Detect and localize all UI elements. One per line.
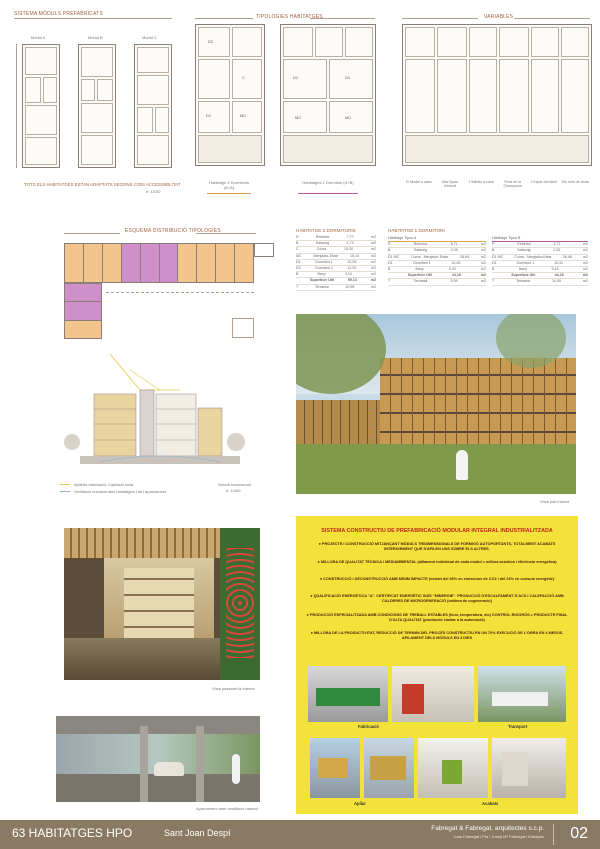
table-row: B Bany 4,14 m2 — [296, 272, 376, 278]
photo-stacking-2 — [364, 738, 414, 798]
legend-ventilation-swatch — [60, 491, 70, 492]
photo-label-transport: Transport — [508, 724, 528, 729]
table-row: B Bany 5,43 m2 — [388, 267, 486, 273]
photo-factory-1 — [308, 666, 388, 722]
corner-scheme-title: ESQUEMA DISTRIBUCIÓ TIPOLOGIES — [125, 228, 221, 234]
corridor-render — [64, 528, 260, 680]
table-row: Superfície Útil 59,13 m2 — [296, 278, 376, 284]
typologies-rule-left — [195, 18, 253, 19]
parking-render — [56, 716, 260, 802]
table-row: B Safareig 2,05 m2 — [388, 248, 486, 254]
table-row: R Rebedor 7,77 m2 — [296, 235, 376, 241]
photo-label-fabricacio: Fabricació — [358, 724, 379, 729]
module-a-label: Mòdul A — [31, 35, 46, 40]
cross-section-svg — [60, 350, 260, 480]
table-2-bedroom-title: HABITATGE 2 DORMITORIS — [296, 228, 356, 233]
module-dimension-line — [16, 44, 17, 168]
modules-title: SISTEMA MÒDULS PREFABRICATS — [14, 11, 103, 17]
panel-bullet-6: ● MILLORA DE LA PRODUCTIVITAT, REDUCCIÓ DE TERMINI DEL PROCÉS CONSTRUCTIU EN UN 70% EXECUCIÓ DE L'OBRA EN 4 MESOS. APILAMENT DELS MÒDULS EN 3 DIES — [310, 631, 564, 640]
architects-firm: Fabregat & Fabregat, arquitectes s.c.p. — [431, 825, 544, 832]
table-1-bedroom-title: HABITATGE 1 DORMITORI — [388, 228, 445, 233]
typology-1-bedroom-caption: Habitatges 1 Dormitori (A+B) — [302, 180, 354, 185]
modules-scale: e: 1/150 — [146, 189, 161, 194]
table-row: D1 Dormitori 1 10,05 m2 — [388, 261, 486, 267]
corner-scheme-top-wing — [64, 243, 254, 283]
table-2-bedroom — [296, 228, 376, 291]
table-row: R Rebedor 5,71 m2 — [388, 242, 486, 248]
corner-rule-right — [196, 233, 256, 234]
module-c-label: Mòdul C — [142, 35, 157, 40]
patio-render-caption: Vista pati interior — [540, 499, 570, 504]
corner-scheme-legend-box — [232, 318, 254, 338]
photo-label-acabats: Acabats — [482, 801, 499, 806]
cross-section-drawing — [60, 350, 260, 480]
table-row: D1 Dormitori 1 10,05 m2 — [296, 260, 376, 266]
variable-caption-2: Alta Opció d'estudi — [441, 180, 459, 188]
table-row: Superfície Útil 44,28 m2 — [492, 273, 588, 279]
footer-separator — [553, 824, 554, 845]
table-1-bedroom-b — [492, 236, 588, 286]
parking-render-caption: Aparcament amb ventilació natural — [196, 806, 258, 811]
variables-rule-right — [514, 18, 590, 19]
module-b-plan — [78, 44, 116, 168]
variables-rule-left — [402, 18, 478, 19]
module-b-label: Mòdul B — [88, 35, 103, 40]
table-row: MC Menjador-Estar 15,14 m2 — [296, 254, 376, 260]
table-row: D1 MC Cuina - Menjador-Estar 26,64 m2 — [388, 255, 486, 261]
typology-2-bedroom-caption: Habitatge 2 Dormitoris (A+A) — [209, 180, 249, 190]
table-row: D1 MC Cuina - Menjador-Estar 26,48 m2 — [492, 255, 588, 261]
architects-names: Joan Fabregat i Pla / Josep Mª Fabregat i Estrapés — [453, 834, 544, 839]
typologies-title: TIPOLOGIES HABITATGES — [256, 14, 323, 20]
table-row: B Safareig 2,05 m2 — [492, 248, 588, 254]
photo-finishes-1 — [418, 738, 488, 798]
typology-2-bedroom-plan: D2 C D1 MC — [195, 24, 265, 166]
variable-caption-5: L'Espai dormitori — [530, 180, 558, 184]
footer-bar — [0, 820, 600, 849]
typologies-rule-right — [310, 18, 375, 19]
corner-scheme-stair-block — [254, 243, 274, 257]
patio-render — [296, 314, 576, 494]
table-row: B Safareig 1,73 m2 — [296, 241, 376, 247]
modules-note: TOTS ELS HABITATGES ESTAN ADAPTATS SEGONS CODI ACCESSIBILITAT — [24, 182, 181, 187]
page-number: 02 — [570, 825, 588, 842]
corridor-render-caption: Vista passarel·la interior — [212, 686, 255, 691]
variable-caption-1: El Model a casa — [405, 180, 432, 184]
table-row: D1 Dormitori 1 10,02 m2 — [492, 261, 588, 267]
typology-2-underline — [207, 193, 251, 194]
legend-solar: Apilerts orientació: Captació solar — [74, 482, 134, 487]
table-row: T Terrassa 5,59 m2 — [388, 279, 486, 285]
table-1-bedroom-b-subtitle: Habitatge Tipus B — [492, 236, 588, 242]
photo-label-apilar: Apilar — [354, 801, 366, 806]
legend-ventilation: Ventilació creuada dels habitatges i de l'aparcament — [74, 489, 167, 494]
variables-captions — [404, 180, 590, 188]
table-1-bedroom-a-subtitle: Habitatge Tipus A — [388, 236, 486, 242]
modules-title-rule — [14, 18, 172, 19]
table-row: R Rebedor 5,71 m2 — [492, 242, 588, 248]
corner-rule-left — [64, 233, 120, 234]
legend-solar-swatch — [60, 484, 70, 485]
table-row: C Cuina 15,30 m2 — [296, 247, 376, 253]
section-caption: Secció transversal — [218, 482, 251, 487]
table-row: Superfície Útil 44,18 m2 — [388, 273, 486, 279]
corner-scheme-axis — [106, 292, 254, 293]
variable-caption-6: Els nets de visita — [561, 180, 589, 184]
photo-finishes-2 — [492, 738, 566, 798]
table-row: T Terrassa 10,95 m2 — [492, 279, 588, 285]
panel-bullet-1: ● PROJECTE I CONSTRUCCIÓ MITJANÇANT MÒDULS TRIDIMENSIONALS DE FORMIGÓ AUTOPORTANTS, TOTALMENT ACABATS INTERIORMENT QUE S'APILEN UNS SOBRE ELS ALTRES. — [318, 542, 556, 551]
variable-caption-4: Final de la Champions — [503, 180, 522, 188]
table-1-bedroom-a — [388, 236, 486, 286]
variables-title: VARIABLES — [484, 14, 514, 20]
variables-plan — [402, 24, 592, 166]
photo-transport — [478, 666, 566, 722]
table-row: B Bany 5,43 m2 — [492, 267, 588, 273]
section-scale: e: 1/400 — [226, 488, 241, 493]
module-a-plan — [22, 44, 60, 168]
table-row: T Terrassa 10,95 m2 — [296, 285, 376, 291]
module-c-plan — [134, 44, 172, 168]
panel-bullet-3: ● CONSTRUCCIÓ I DECONSTRUCCIÓ AMB MÍNIM IMPACTE (estalvi del 30% en emissions de CO2 i del 24% en consum energètic) — [319, 577, 555, 581]
table-row: D2 Dormitori 2 12,00 m2 — [296, 266, 376, 272]
corner-scheme-side-wing — [64, 283, 102, 339]
photo-stacking-1 — [310, 738, 360, 798]
project-location: Sant Joan Despí — [164, 828, 231, 838]
prefabrication-panel — [296, 516, 578, 814]
panel-bullet-5: ● PRODUCCIÓ ESPECIALITZADA AMB CONDICIONS DE TREBALL ESTABLES (llum, temperatura, etc) CONTROL RIGORÓS = PRODUCTE FINAL D'ALTA QUALITAT (producció similar a la automoció) — [306, 613, 568, 622]
photo-factory-2 — [392, 666, 474, 722]
typology-1-underline — [298, 193, 358, 194]
project-title: 63 HABITATGES HPO — [12, 826, 133, 840]
panel-bullet-4: ● QUALIFICACIÓ ENERGÈTICA "A". CERTIFICAT ENERGÈTIC SUÍS "MINERGIE". PRODUCCIÓ D'ESCALFAMENT D'ACS I CALEFACCIÓ AMB CALDERES DE MICROGENERACIÓ (caldera de cogeneració) — [310, 594, 564, 603]
panel-bullet-2: ● MILLORA DE QUALITAT TÈCNICA I MEDIAMBIENTAL (aïllament individual de cada mòdul = millora acústica i eficiència energètica) — [317, 560, 557, 564]
prefabrication-panel-title: SISTEMA CONSTRUCTIU DE PREFABRICACIÓ MODULAR INTEGRAL INDUSTRIALITZADA — [321, 528, 553, 534]
variable-caption-3: L'Infinite a casa — [468, 180, 494, 184]
typology-1-bedroom-plan: D1 D1 MC MC — [280, 24, 376, 166]
